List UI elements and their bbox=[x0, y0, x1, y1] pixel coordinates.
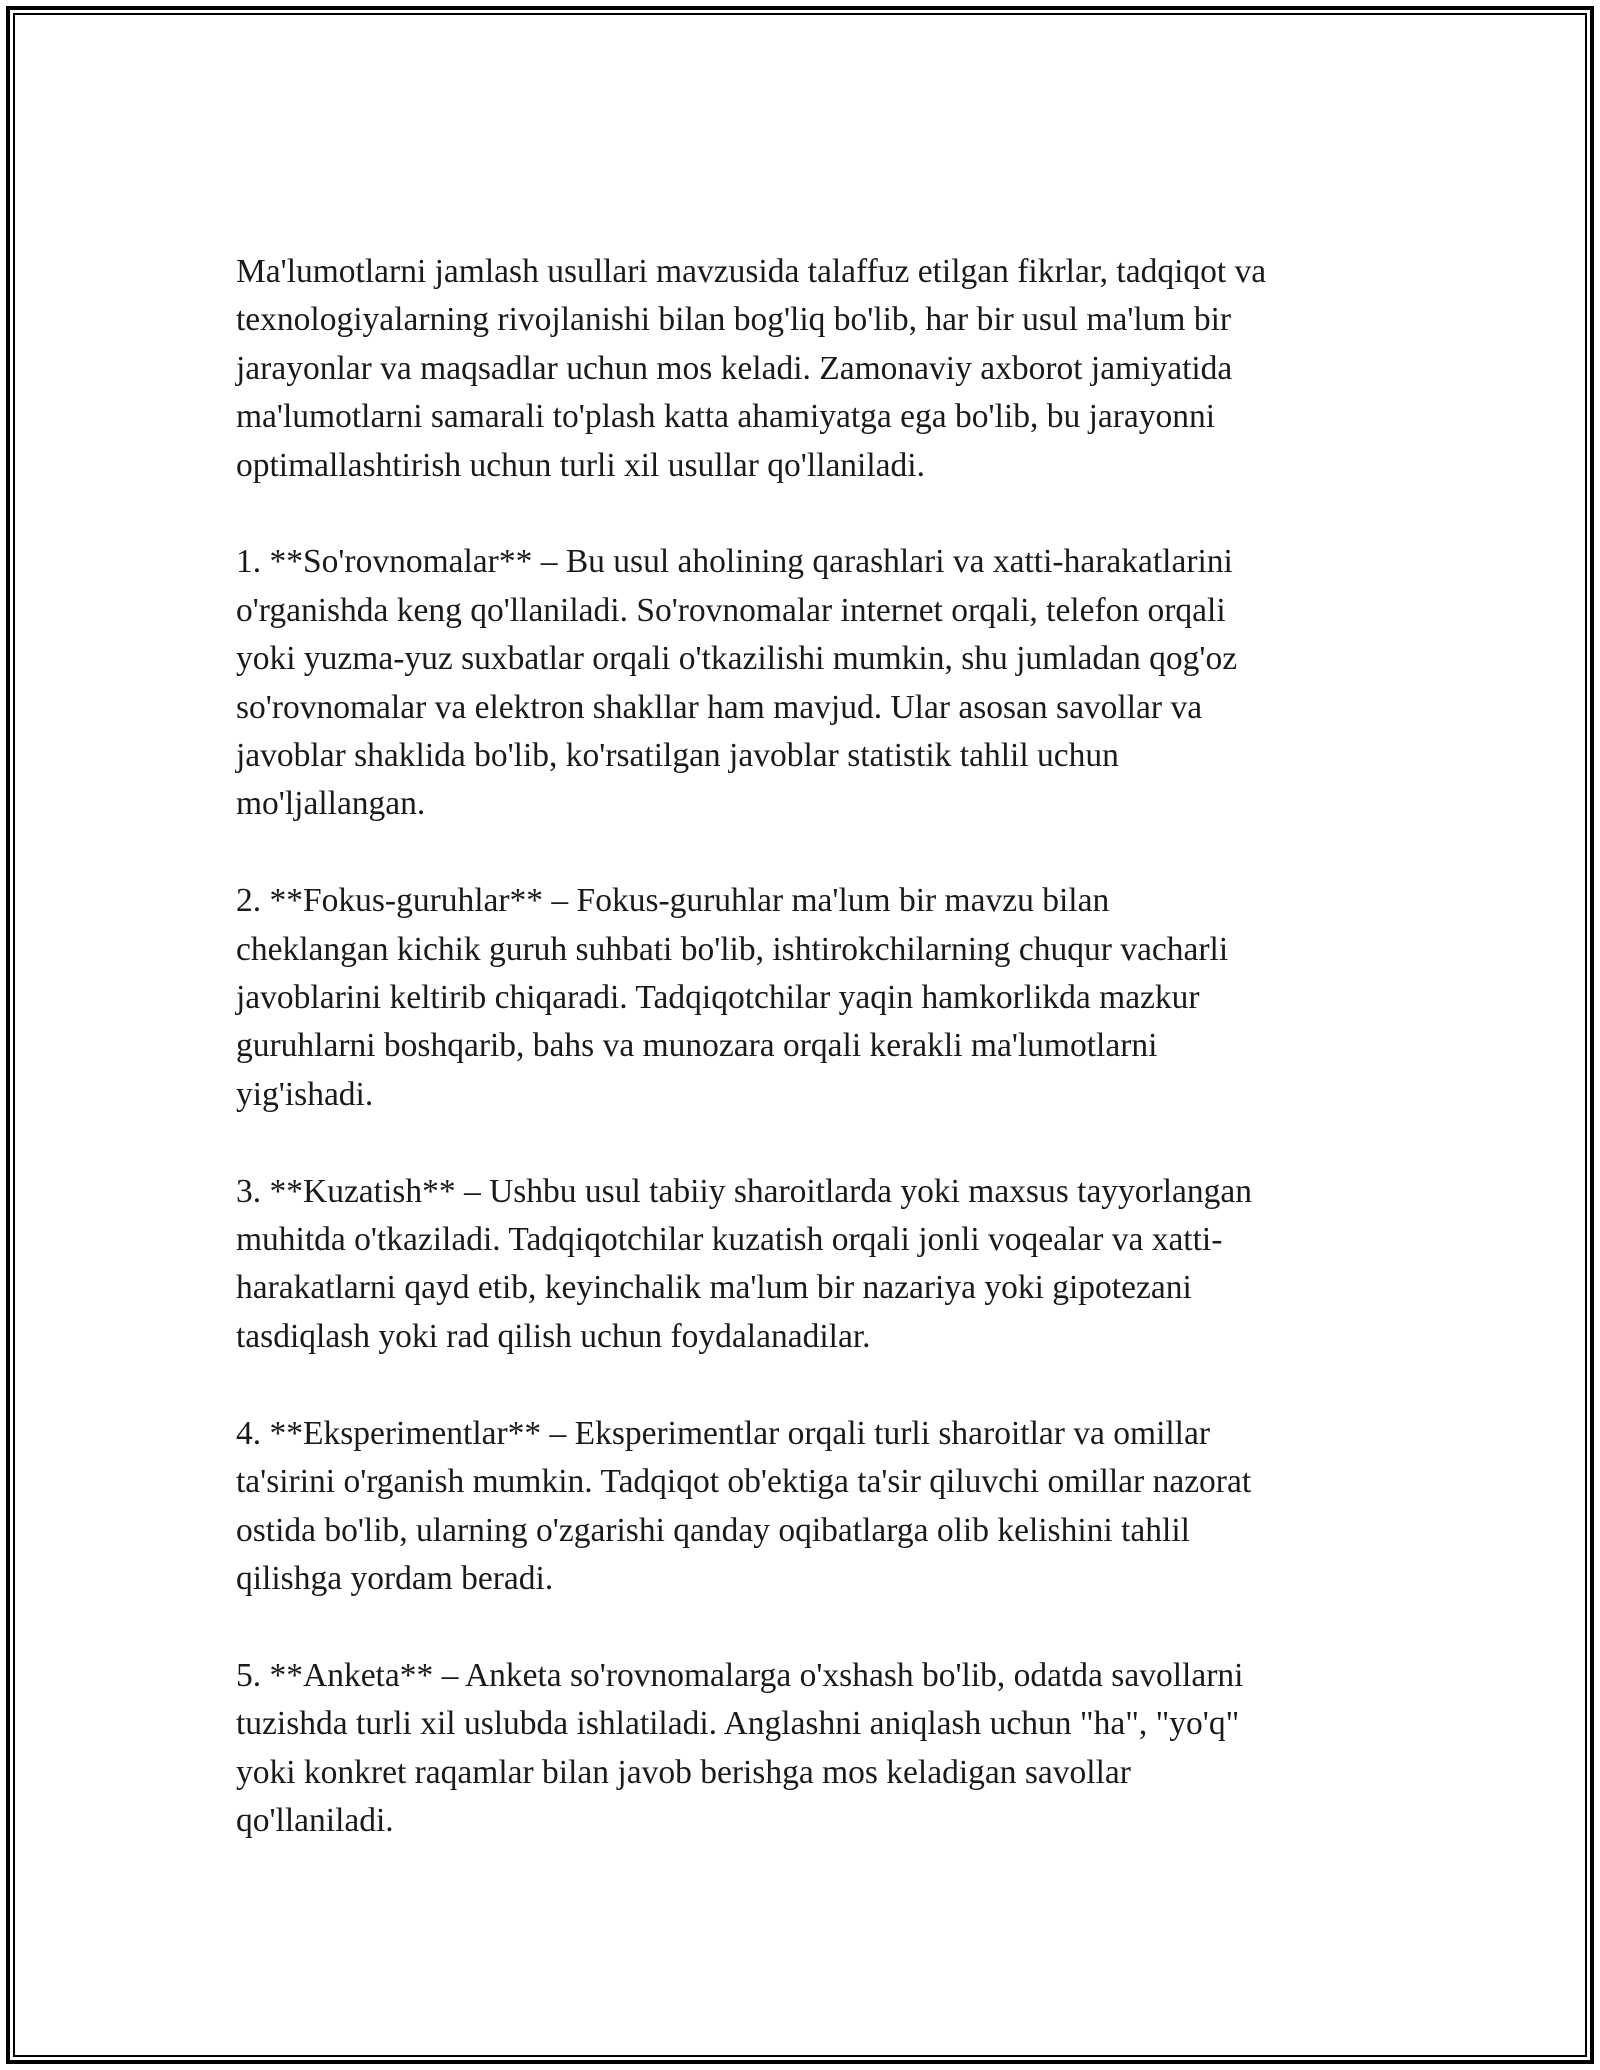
document-body bbox=[236, 248, 1386, 1894]
list-item-focus-groups: 2. **Fokus-guruhlar** – Fokus-guruhlar ma'lum bir mavzu bilan cheklangan kichik guruh suhbati bo'lib, ishtirokchilarning chuqur vacharli javoblarini keltirib chiqaradi. Tadqiqotchilar yaqin hamkorlikda mazkur guruhlarni boshqarib, bahs va munozara orqali kerakli ma'lumotlarni yig'ishadi. bbox=[236, 882, 1229, 1113]
list-item-questionnaire: 5. **Anketa** – Anketa so'rovnomalarga o'xshash bo'lib, odatda savollarni tuzishda turli xil uslubda ishlatiladi. Anglashni aniqlash uchun "ha", "yo'q" yoki konkret raqamlar bilan javob berishga mos keladigan savollar qo'llaniladi. bbox=[236, 1656, 1244, 1839]
list-item-experiments: 4. **Eksperimentlar** – Eksperimentlar orqali turli sharoitlar va omillar ta'sirini o'rganish mumkin. Tadqiqot ob'ektiga ta'sir qiluvchi omillar nazorat ostida bo'lib, ularning o'zgarishi qanday oqibatlarga olib kelishini tahlil qilishga yordam beradi. bbox=[236, 1414, 1252, 1597]
intro-paragraph: Ma'lumotlarni jamlash usullari mavzusida talaffuz etilgan fikrlar, tadqiqot va texnologiyalarning rivojlanishi bilan bog'liq bo'lib, har bir usul ma'lum bir jarayonlar va maqsadlar uchun mos keladi. Zamonaviy axborot jamiyatida ma'lumotlarni samarali to'plash katta ahamiyatga ega bo'lib, bu jarayonni optimallashtirish uchun turli xil usullar qo'llaniladi. bbox=[236, 253, 1267, 484]
list-item-observation: 3. **Kuzatish** – Ushbu usul tabiiy sharoitlarda yoki maxsus tayyorlangan muhitda o'tkaziladi. Tadqiqotchilar kuzatish orqali jonli voqealar va xatti- harakatlarni qayd etib, keyinchalik ma'lum bir nazariya yoki gipotezani tasdiqlash yoki rad qilish uchun foydalanadilar. bbox=[236, 1172, 1253, 1355]
list-item-surveys: 1. **So'rovnomalar** – Bu usul aholining qarashlari va xatti-harakatlarini o'rganishda keng qo'llaniladi. So'rovnomalar internet orqali, telefon orqali yoki yuzma-yuz suxbatlar orqali o'tkazilishi mumkin, shu jumladan qog'oz so'rovnomalar va elektron shakllar ham mavjud. Ular asosan savollar va javoblar shaklida bo'lib, ko'rsatilgan javoblar statistik tahlil uchun mo'ljallangan. bbox=[236, 543, 1238, 823]
